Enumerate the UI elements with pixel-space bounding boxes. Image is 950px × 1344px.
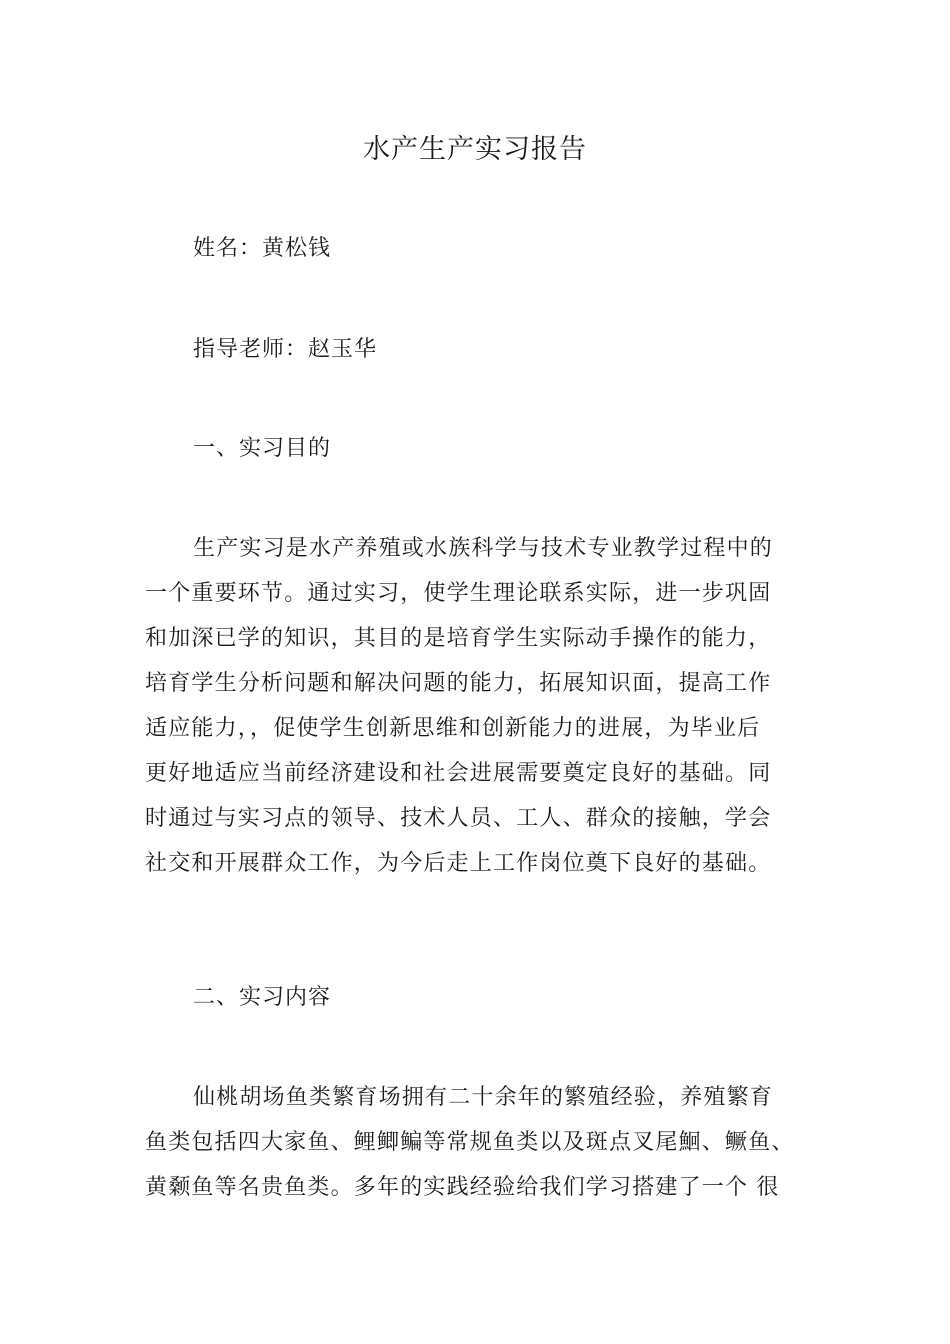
paragraph-line: 培育学生分析问题和解决问题的能力，拓展知识面，提高工作: [145, 671, 772, 696]
paragraph-line: 适应能力，，促使学生创新思维和创新能力的进展，为毕业后: [145, 716, 761, 741]
paragraph-line: 生产实习是水产养殖或水族科学与技术专业教学过程中的: [193, 536, 774, 561]
paragraph-line: 更好地适应当前经济建设和社会进展需要奠定良好的基础。同: [145, 761, 772, 786]
paragraph-line: 社交和开展群众工作，为今后走上工作岗位奠下良好的基础。: [145, 851, 772, 876]
paragraph-line: 时通过与实习点的领导、技术人员、工人、群众的接触，学会: [145, 806, 772, 831]
paragraph-purpose: [145, 526, 835, 886]
paragraph-line: 鱼类包括四大家鱼、鲤鲫鳊等常规鱼类以及斑点叉尾鮰、鳜鱼、: [145, 1130, 795, 1155]
section-heading-content: 二、实习内容: [193, 985, 332, 1010]
advisor-line: 指导老师：赵玉华: [193, 337, 378, 362]
paragraph-line: 仙桃胡场鱼类繁育场拥有二十余年的繁殖经验，养殖繁育: [193, 1085, 774, 1110]
paragraph-content: [145, 1075, 835, 1210]
section-heading-purpose: 一、实习目的: [193, 436, 332, 461]
paragraph-line: 黄颡鱼等名贵鱼类。多年的实践经验给我们学习搭建了一个 很: [145, 1175, 780, 1200]
paragraph-line: 和加深已学的知识，其目的是培育学生实际动手操作的能力，: [145, 626, 772, 651]
student-name-line: 姓名：黄松钱: [193, 236, 332, 261]
paragraph-line: 一个重要环节。通过实习，使学生理论联系实际，进一步巩固: [145, 581, 772, 606]
document-title: 水产生产实习报告: [363, 134, 587, 165]
